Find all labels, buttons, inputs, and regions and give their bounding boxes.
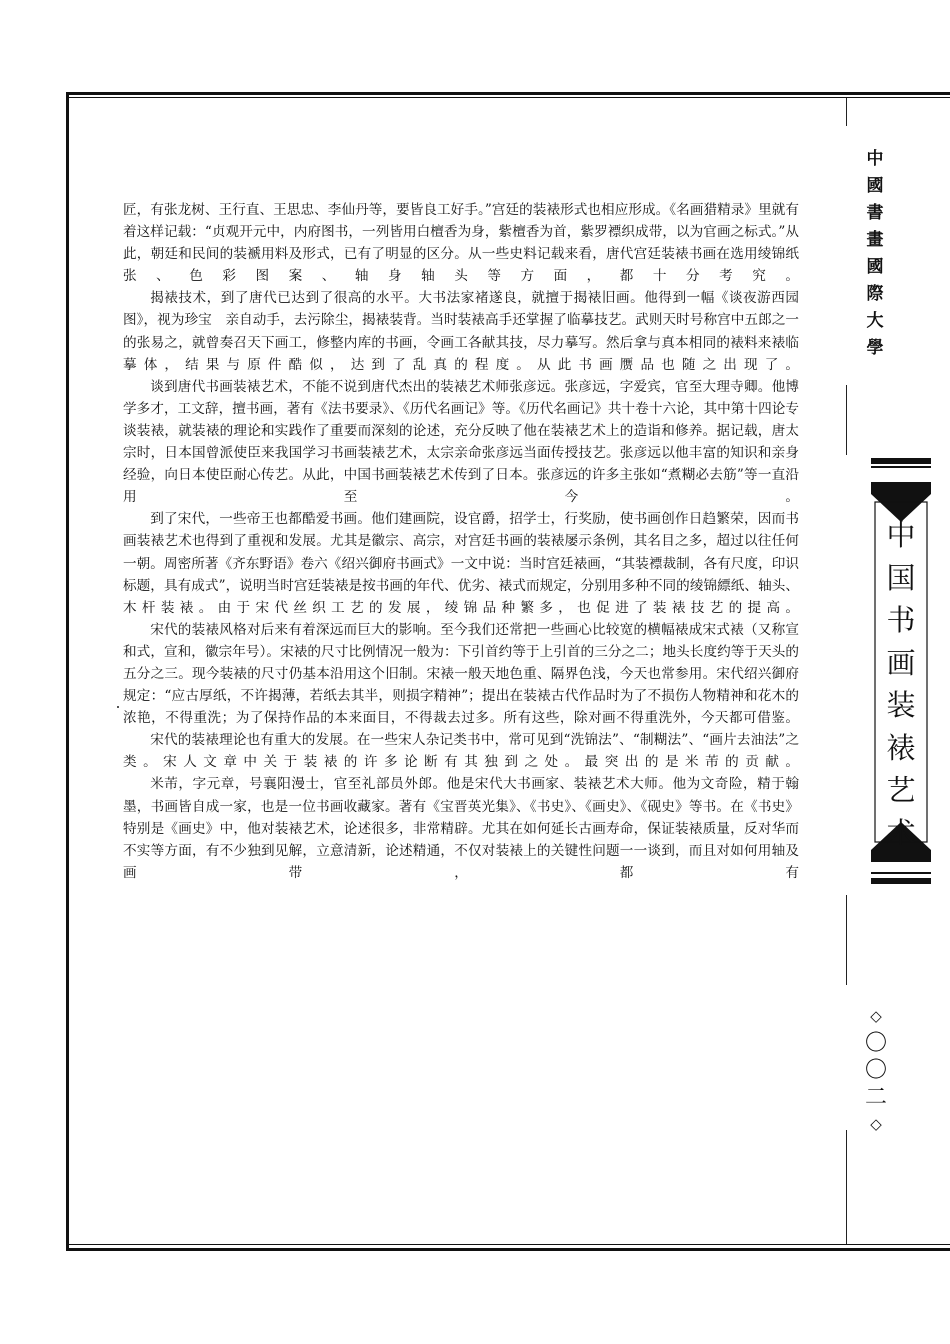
side-rule-lower (846, 895, 847, 985)
side-rule-upper (846, 385, 847, 455)
title-char: 书 (886, 603, 916, 637)
institution-char: 際 (866, 284, 884, 304)
page-number (861, 1003, 891, 1138)
title-char: 术 (886, 815, 916, 850)
side-rule-top (846, 98, 847, 126)
page-number-digit: 〇 (864, 1031, 887, 1056)
page-number-digit: 〇 (864, 1058, 887, 1083)
title-bar-top-thin (871, 466, 931, 468)
institution-char: 中 (866, 149, 884, 169)
page-frame-top-rule (66, 97, 950, 98)
institution-name (860, 146, 890, 362)
title-char: 装 (886, 688, 916, 722)
paragraph: 到了宋代，一些帝王也都酷爱书画。他们建画院，设官爵，招学士，行奖励，使书画创作日趋繁荣，因而书画装裱艺术也得到了重视和发展。尤其是徽宗、高宗，对宫廷书画的装裱屡示条例，其名目之多，超过以往任何一朝。周密所著《齐东野语》卷六《绍兴御府书画式》一文中说：当时宫廷裱画，“其装褾裁制，各有尺度，印识标题，具有成式”，说明当时宫廷装裱是按书画的年代、优劣、裱式而规定，分别用多种不同的绫锦縹纸、轴头、木杆装裱。由于宋代丝织工艺的发展，绫锦品种繁多，也促进了装裱技艺的提高。 (123, 511, 799, 616)
margin-mark (117, 706, 119, 708)
paragraph: 米芾，字元章，号襄阳漫士，官至礼部员外郎。他是宋代大书画家、装裱艺术大师。他为文奇险，精于翰墨，书画皆自成一家，也是一位书画收藏家。著有《宝晋英光集》、《书史》、《画史》、《砚史》等书。在《书史》特别是《画史》中，他对装裱艺术，论述很多，非常精辟。尤其在如何延长古画寿命，保证装裱质量，反对华而不实等方面，有不少独到见解，立意清新，论述精通，不仅对装裱上的关键性问题一一谈到，而且对如何用轴及画带，都有 (123, 776, 799, 881)
title-bar-bottom (871, 878, 931, 884)
page-frame-bottom (66, 1248, 950, 1251)
book-title (871, 514, 931, 854)
diamond-icon: ◇ (870, 1007, 882, 1025)
title-char: 裱 (886, 730, 916, 765)
paragraph: 宋代的装裱理论也有重大的发展。在一些宋人杂记类书中，常可见到“洗锦法”、“制糊法”、“画片去油法”之类。宋人文章中关于装裱的许多论断有其独到之处。最突出的是米芾的贡献。 (123, 732, 799, 771)
title-char: 中 (886, 518, 916, 552)
institution-char: 書 (866, 203, 884, 223)
paragraph: 谈到唐代书画装裱艺术，不能不说到唐代杰出的装裱艺术师张彦远。张彦远，字爱宾，官至大理寺卿。他博学多才，工文辞，擅书画，著有《法书要录》、《历代名画记》等。《历代名画记》共十卷十六论，其中第十四论专谈装裱，就装裱的理论和实践作了重要而深刻的论述，充分反映了他在装裱艺术上的造诣和修养。据记载，唐太宗时，日本国曾派使臣来我国学习书画装裱艺术，太宗亲命张彦远当面传授技艺。张彦远以他丰富的知识和亲身经验，向日本使臣耐心传艺。从此，中国书画装裱艺术传到了日本。张彦远的许多主张如“煮糊必去筋”等一直沿用至今。 (123, 378, 799, 506)
title-char: 国 (886, 560, 916, 595)
diamond-icon: ◇ (870, 1115, 882, 1133)
paragraph: 揭裱技术，到了唐代已达到了很高的水平。大书法家褚遂良，就擅于揭裱旧画。他得到一幅《谈夜游西园图》，视为珍宝 亲自动手，去污除尘，揭裱装背。当时装裱高手还掌握了临摹技艺。武则天时号称宫中五郎之一的张易之，就曾奏召天下画工，修整内库的书画，令画工各献其技，尽力摹写。然后拿与真本相同的裱料来裱临摹体，结果与原件酷似，达到了乱真的程度。从此书画赝品也随之出现了。 (123, 290, 799, 373)
title-bar-top (871, 458, 931, 464)
institution-char: 畫 (866, 230, 884, 250)
title-char: 画 (886, 645, 916, 680)
institution-char: 大 (866, 311, 884, 331)
page-frame-top (66, 92, 950, 95)
main-text (123, 199, 799, 884)
institution-char: 國 (866, 176, 884, 196)
paragraph: 宋代的装裱风格对后来有着深远而巨大的影响。至今我们还常把一些画心比较宽的横幅裱成宋式裱（又称宣和式，宣和，徽宗年号）。宋裱的尺寸比例情况一般为：下引首约等于上引首的三分之二；地头长度约等于天头的五分之三。现今装裱的尺寸仍基本沿用这个旧制。宋裱一般天地色重、隔界色浅，今天也常参用。宋代绍兴御府规定：“应古厚纸，不许揭薄，若纸去其半，则损字精神”；提出在装裱古代作品时为了不损伤人物精神和花木的浓艳，不得重洗；为了保持作品的本来面目，不得裁去过多。所有这些，除对画不得重洗外，今天都可借鉴。 (123, 621, 799, 727)
institution-char: 學 (866, 338, 884, 358)
page-frame-bottom-rule (66, 1244, 950, 1245)
title-bar-bottom-thin (871, 872, 931, 874)
page-frame-left (66, 92, 69, 1251)
title-char: 艺 (886, 773, 916, 807)
paragraph: 匠，有张龙树、王行直、王思忠、李仙丹等，要皆良工好手。”宫廷的装裱形式也相应形成。《名画猎精录》里就有着这样记载：“贞观开元中，内府图书，一列皆用白檀香为身，紫檀香为首，紫罗褾织成带，以为官画之标式。”从此，朝廷和民间的装褫用料及形式，已有了明显的区分。从一些史料记载来看，唐代宫廷装裱书画在选用绫锦纸张、色彩图案、轴身轴头等方面，都十分考究。 (123, 202, 799, 285)
page-number-digit: 二 (864, 1085, 887, 1110)
institution-char: 國 (866, 257, 884, 277)
side-rule-bottom (846, 1130, 847, 1244)
